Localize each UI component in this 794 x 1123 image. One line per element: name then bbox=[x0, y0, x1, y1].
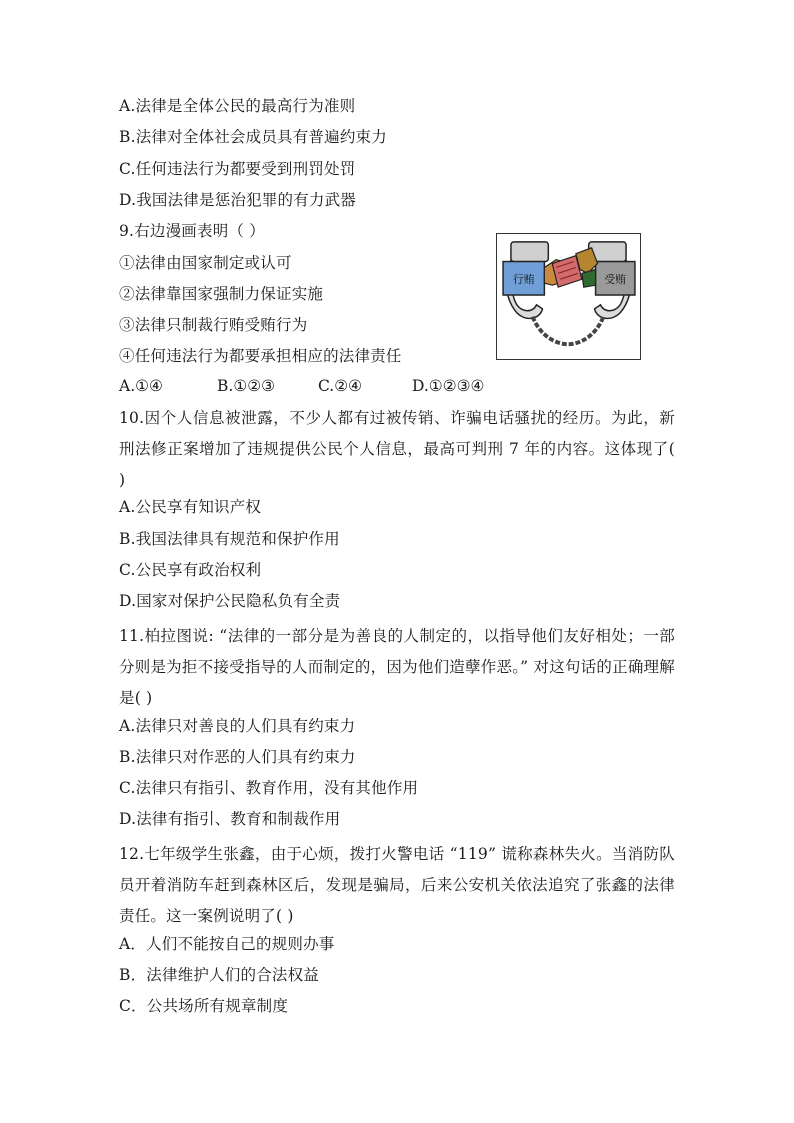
q11-option-c: C.法律只有指引、教育作用，没有其他作用 bbox=[119, 779, 419, 797]
q9-statement-3: ③法律只制裁行贿受贿行为 bbox=[119, 316, 308, 334]
q9-option-b: B.①②③ bbox=[217, 377, 276, 395]
q9-option-a: A.①④ bbox=[119, 377, 163, 395]
q11-option-d: D.法律有指引、教育和制裁作用 bbox=[119, 810, 341, 828]
q12-option-a: A．人们不能按自己的规则办事 bbox=[119, 935, 335, 953]
q10-stem: 10.因个人信息被泄露，不少人都有过被传销、诈骗电话骚扰的经历。为此，新刑法修正案增加了违规提供公民个人信息，最高可判刑 7 年的内容。这体现了( ) bbox=[119, 409, 675, 489]
q12-option-c: C．公共场所有规章制度 bbox=[119, 997, 289, 1015]
q9-statement-4: ④任何违法行为都要承担相应的法律责任 bbox=[119, 347, 402, 365]
q11-stem: 11.柏拉图说: “法律的一部分是为善良的人制定的，以指导他们友好相处；一部分则是为拒不接受指导的人而制定的，因为他们造孽作恶。” 对这句话的正确理解是( ) bbox=[119, 627, 675, 707]
q9-statement-1: ①法律由国家制定或认可 bbox=[119, 254, 292, 272]
q11-option-a: A.法律只对善良的人们具有约束力 bbox=[119, 717, 356, 735]
q11-option-b: B.法律只对作恶的人们具有约束力 bbox=[119, 748, 356, 766]
q8-option-c: C.任何违法行为都要受到刑罚处罚 bbox=[119, 160, 356, 178]
q9-option-d: D.①②③④ bbox=[412, 377, 485, 395]
q10-option-b: B.我国法律具有规范和保护作用 bbox=[119, 530, 340, 548]
q10-option-d: D.国家对保护公民隐私负有全责 bbox=[119, 592, 341, 610]
q8-option-d: D.我国法律是惩治犯罪的有力武器 bbox=[119, 191, 357, 209]
q10-option-c: C.公民享有政治权利 bbox=[119, 561, 262, 579]
q8-option-a: A.法律是全体公民的最高行为准则 bbox=[119, 97, 356, 115]
q9-option-c: C.②④ bbox=[318, 377, 363, 395]
q12-option-b: B．法律维护人们的合法权益 bbox=[119, 966, 319, 984]
left-sleeve-label: 行贿 bbox=[512, 273, 535, 287]
q9-options bbox=[119, 376, 484, 396]
handcuffs-illustration bbox=[497, 234, 640, 359]
q9-statement-2: ②法律靠国家强制力保证实施 bbox=[119, 285, 324, 303]
q8-option-b: B.法律对全体社会成员具有普遍约束力 bbox=[119, 128, 387, 146]
handcuff-cartoon bbox=[496, 233, 641, 360]
q10-option-a: A.公民享有知识产权 bbox=[119, 498, 262, 516]
q12-stem: 12.七年级学生张鑫，由于心烦，拨打火警电话 “119” 谎称森林失火。当消防队员开着消防车赶到森林区后，发现是骗局，后来公安机关依法追究了张鑫的法律责任。这一案例说明了( ) bbox=[119, 845, 675, 925]
right-sleeve-label: 受贿 bbox=[604, 273, 627, 287]
q9-stem: 9.右边漫画表明（ ） bbox=[119, 222, 265, 240]
